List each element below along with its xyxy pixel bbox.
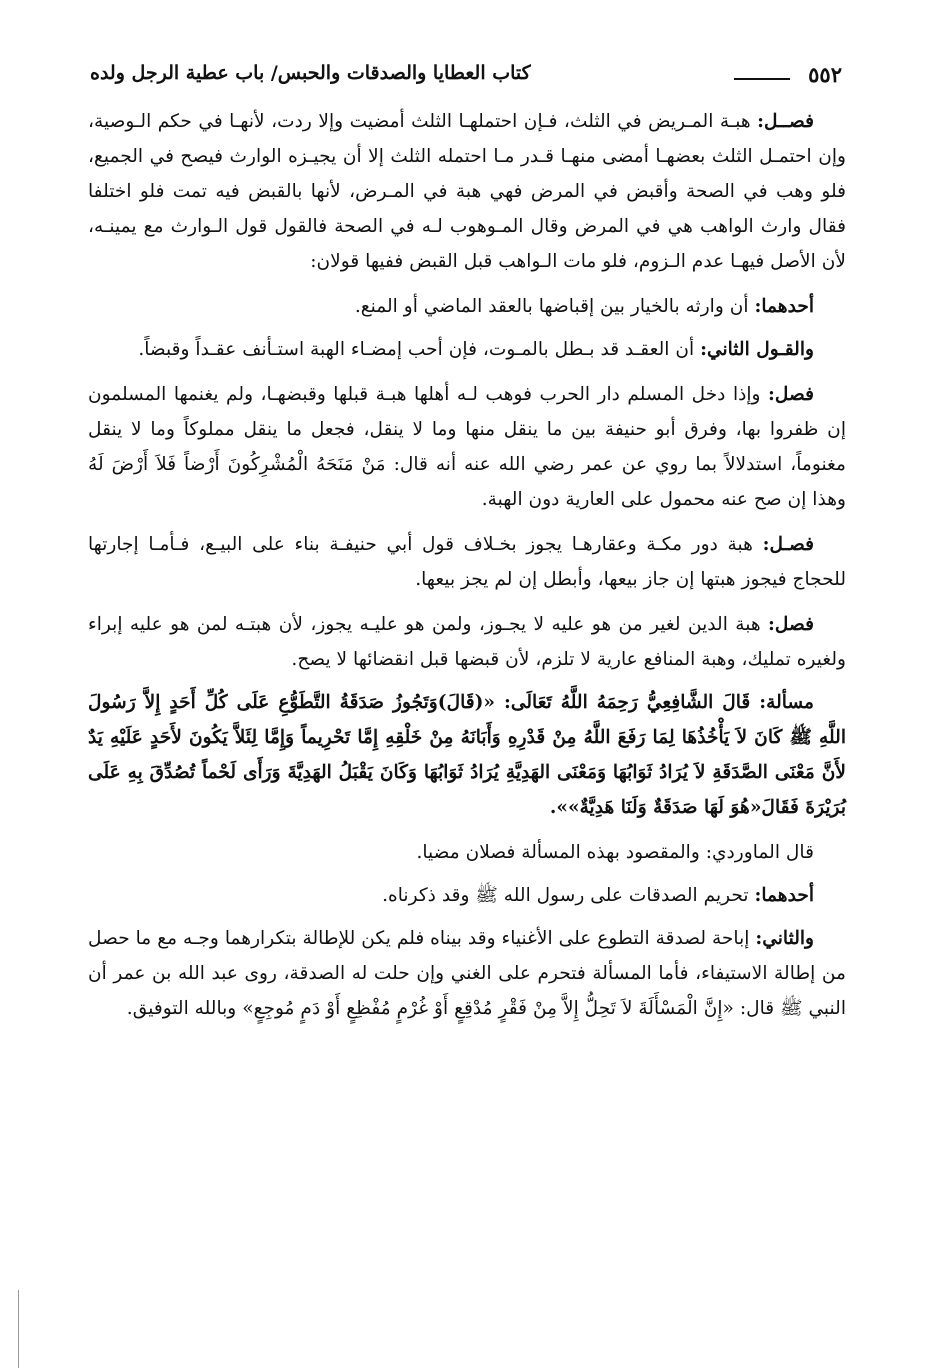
paragraph-label: أحدهما: [754,296,814,317]
paragraph-debt-gift [88,607,846,677]
paragraph-text: تحريم الصدقات على رسول الله ﷺ وقد ذكرناه. [382,885,755,906]
paragraph-text: هبـة المـريض في الثلث، فـإن احتملهـا الثلث أمضيت وإلا ردت، لأنهـا في حكم الـوصية، وإن احتمـل الثلث بعضهـا أمضى منهـا قـدر مـا احتمله الثلث إلا أن يجيـزه الوارث فيصح في الجميع، فلو وهب في الصحة وأقبض في المرض فهي هبة في المـرض، لأنها بالقبض فيه تمت فلو اختلفا فقال وارث الواهب هي في المرض وقال المـوهوب لـه في الصحة فالقول قول الـوارث مع يمينـه، لأن الأصل فيهـا عدم الـزوم، فلو مات الـواهب قبل القبض ففيها قولان: [88,111,846,272]
paragraph-label: أحدهما: [754,885,814,906]
running-header [90,60,842,90]
paragraph-text: هبة الدين لغير من هو عليه لا يجـوز، ولمن هو عليـه يجوز، لأن هبتـه لمن هو عليه إبراء ولغيره تمليك، وهبة المنافع عارية لا تلزم، لأن قبضها قبل انقضائها لا يصح. [88,614,846,670]
header-rule [734,78,790,80]
paragraph-label: والقـول الثاني: [700,339,814,360]
paragraph-text: هبة دور مكـة وعقارهـا يجوز بخـلاف قول أبي حنيفـة بناء على البيـع، فـأمـا إجارتها للحجاج فيجوز هبتها إن جاز بيعها، وأبطل إن لم يجز بيعها. [88,534,846,590]
paragraph-makkah-houses [88,527,846,597]
paragraph-label: فصل: [768,614,814,635]
paragraph-first-point [88,878,846,913]
paragraph-label: والثاني: [755,928,814,949]
paragraph-masala [88,685,846,825]
paragraph-sick-gift [88,104,846,279]
paragraph-text: وإذا دخل المسلم دار الحرب فوهب لـه أهلها هبـة قبلها وقبضهـا، ولم يغنمها المسلمون إن ظفروا بها، وفرق أبو حنيفة بين ما ينقل منها وما لا ينقل، فجعل ما ينقل مملوكاً وما لا ينقل مغنوماً، استدلالاً بما روي عن عمر رضي الله عنه أنه قال: مَنْ مَنَحَهُ الْمُشْرِكُونَ أَرْضاً فَلاَ أَرْضَ لَهُ وهذا إن صح عنه محمول على العارية دون الهبة. [88,384,846,510]
page-number: ٥٥٢ [808,62,842,87]
paragraph-text: قَالَ الشَّافِعِيُّ رَحِمَهُ اللَّهُ تَعَالَى: «(قَالَ)وَتَجُوزُ صَدَقَةُ التَّطَوُّعِ عَلَى كُلِّ أَحَدٍ إِلاَّ رَسُولَ اللَّهِ ﷺ كَانَ لاَ يَأْخُذُهَا لِمَا رَفَعَ اللَّهُ مِنْ قَدْرِهِ وَأَبَانَهُ مِنْ خَلْقِهِ إِمَّا تَحْرِيماً وَإِمَّا لِئَلاَّ يَكُونَ لأَحَدٍ عَلَيْهِ يَدٌ لأَنَّ مَعْنَى الصَّدَقَةِ لاَ يُرَادُ ثَوَابُهَا وَمَعْنَى الهَدِيَّةِ يُرَادُ ثَوَابُهَا وَكَانَ يَقْبَلُ الهَدِيَّةَ وَرَأَى لَحْماً تُصُدِّقَ بِهِ عَلَى بُرَيْرَةَ فَقَالَ«هُوَ لَهَا صَدَقَةٌ وَلَنَا هَدِيَّةٌ»». [88,692,846,818]
paragraph-label: مسألة: [759,692,814,713]
paragraph-label: فصـل: [762,534,814,555]
header-title: كتاب العطايا والصدقات والحبس/ باب عطية الرجل ولده [90,62,531,84]
paragraph-text: إباحة لصدقة التطوع على الأغنياء وقد بيناه فلم يكن للإطالة بتكرارهما وجـه مع ما حصل من إطالة الاستيفاء، فأما المسألة فتحرم على الغني وإن حلت له الصدقة، روى عبد الله بن عمر أن النبي ﷺ قال: «إِنَّ الْمَسْأَلَةَ لاَ تَحِلُّ إِلاَّ مِنْ فَقْرٍ مُدْقِعٍ أَوْ غُرْمٍ مُفْظِعٍ أَوْ دَمٍ مُوجِعٍ» وبالله التوفيق. [88,928,846,1019]
page-body [88,104,846,1036]
paragraph-mawardi [88,835,846,870]
paragraph-second-opinion [88,332,846,367]
paragraph-text: أن العقـد قد بـطل بالمـوت، فإن أحب إمضـاء الهبة استـأنف عقـداً وقبضاً. [138,339,701,360]
paragraph-text: أن وارثه بالخيار بين إقباضها بالعقد الماضي أو المنع. [354,296,755,317]
paragraph-label: فصــل: [757,111,814,132]
paragraph-second-point [88,921,846,1026]
paragraph-label: فصل: [768,384,814,405]
scan-edge-line [18,1290,19,1368]
paragraph-text: قال الماوردي: والمقصود بهذه المسألة فصلان مضيا. [416,842,814,863]
paragraph-war-gift [88,377,846,517]
paragraph-first-opinion [88,289,846,324]
